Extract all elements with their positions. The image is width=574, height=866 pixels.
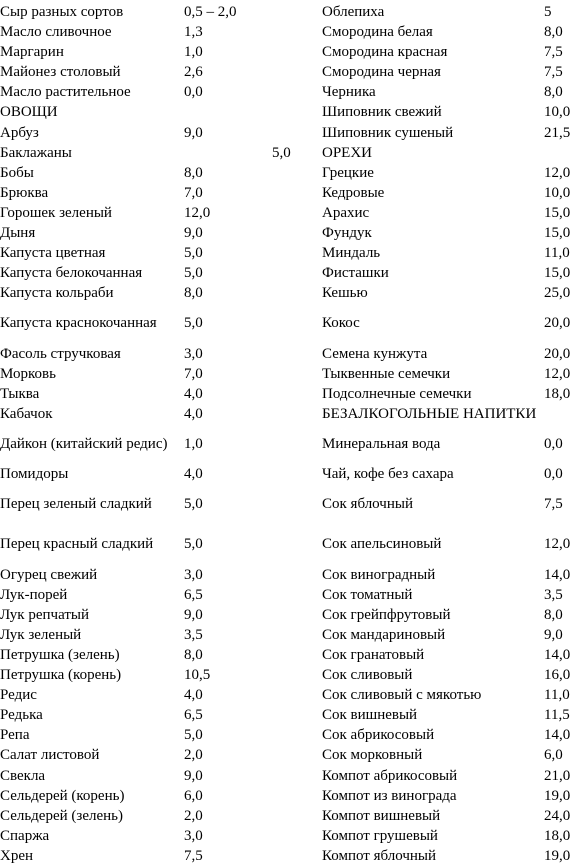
carb-value: 21,5 (544, 124, 571, 141)
product-name: Сок гранатовый (322, 647, 425, 663)
carb-value: 12,0 (184, 204, 211, 221)
table-row (322, 745, 574, 765)
product-name: Морковь (0, 365, 56, 382)
section-heading: ОВОЩИ (0, 104, 58, 121)
table-row (322, 344, 574, 364)
carb-value: 11,5 (544, 707, 570, 724)
product-name: Минеральная вода (322, 436, 441, 453)
carb-value: 8,0 (184, 285, 203, 302)
table-row (0, 605, 300, 625)
product-name: Тыква (0, 385, 40, 402)
product-name: Капуста цветная (0, 245, 106, 262)
carb-value: 11,0 (544, 687, 570, 704)
table-row (322, 102, 574, 122)
carb-value: 15,0 (544, 265, 571, 282)
carb-value: 2,0 (184, 747, 203, 764)
product-name: Компот яблочный (322, 847, 437, 864)
table-row (0, 484, 300, 524)
table-row (0, 766, 300, 786)
product-name: Сок мандариновый (322, 626, 446, 643)
table-row (322, 766, 574, 786)
table-row (0, 645, 300, 665)
carb-value: 5,0 (184, 245, 203, 262)
table-row (0, 62, 300, 82)
table-row (0, 685, 300, 705)
carb-value: 0,0 (184, 84, 203, 101)
table-row (0, 625, 300, 645)
table-row (0, 404, 300, 424)
product-name: Петрушка (зелень) (0, 647, 120, 663)
table-row (0, 123, 300, 143)
product-name: Кешью (322, 285, 368, 302)
product-name: Смородина белая (322, 24, 433, 41)
product-name: Лук-порей (0, 586, 68, 603)
table-row (322, 605, 574, 625)
carb-value: 14,0 (544, 727, 571, 744)
carb-value: 8,0 (544, 24, 563, 41)
carb-value: 6,5 (184, 707, 203, 724)
table-row (322, 163, 574, 183)
carb-value: 15,0 (544, 204, 571, 221)
product-name: Перец красный сладкий (0, 536, 154, 553)
product-name: Черника (322, 84, 376, 101)
product-name: Сок вишневый (322, 707, 418, 724)
left-column (0, 2, 300, 866)
table-row (0, 303, 300, 343)
table-row (322, 424, 574, 464)
product-name: Сок морковный (322, 747, 423, 764)
table-row (0, 826, 300, 846)
table-row (322, 484, 574, 524)
carb-value: 9,0 (184, 225, 203, 242)
product-name: Сок яблочный (322, 496, 413, 513)
table-row (0, 725, 300, 745)
table-row (0, 143, 300, 163)
carb-value: 5,0 (184, 265, 203, 282)
table-row (0, 806, 300, 826)
table-row (322, 585, 574, 605)
product-name: Фисташки (322, 265, 389, 282)
carb-value: 6,0 (184, 787, 203, 804)
carb-value: 10,0 (544, 104, 571, 121)
product-name: Смородина черная (322, 64, 441, 81)
product-name: Лук репчатый (0, 606, 89, 623)
carb-value: 12,0 (544, 536, 571, 553)
section-heading: ОРЕХИ (322, 144, 373, 161)
table-row (322, 183, 574, 203)
carb-value: 7,5 (544, 64, 563, 81)
table-row (322, 364, 574, 384)
carb-value: 3,5 (544, 586, 563, 603)
carb-value: 3,0 (184, 566, 203, 583)
carb-value: 24,0 (544, 807, 571, 824)
carb-value: 1,0 (184, 436, 203, 453)
carb-value: 0,5 – 2,0 (184, 4, 237, 20)
product-name: Перец зеленый сладкий (0, 496, 152, 513)
table-row (322, 846, 574, 866)
product-name: Капуста краснокочанная (0, 315, 157, 332)
product-name: Семена кунжута (322, 345, 428, 362)
table-row (0, 243, 300, 263)
carb-value: 3,0 (184, 827, 203, 844)
product-name: Масло сливочное (0, 24, 112, 41)
product-name: Петрушка (корень) (0, 667, 122, 684)
carb-value: 19,0 (544, 847, 571, 864)
product-name: Чай, кофе без сахара (322, 466, 454, 483)
product-name: Салат листовой (0, 747, 100, 764)
product-name: Брюква (0, 184, 49, 201)
product-name: Репа (0, 727, 30, 744)
carb-value: 6,5 (184, 586, 203, 603)
carb-value: 10,0 (544, 184, 571, 201)
carb-value: 5,0 (184, 496, 203, 513)
product-name: Арбуз (0, 124, 39, 141)
table-row (0, 846, 300, 866)
table-row (0, 203, 300, 223)
carb-value: 20,0 (544, 315, 571, 332)
table-row (0, 42, 300, 62)
product-name: Фасоль стручковая (0, 345, 121, 362)
product-name: Компот из винограда (322, 787, 457, 804)
table-row (0, 223, 300, 243)
product-name: Баклажаны (0, 144, 72, 161)
table-row (0, 283, 300, 303)
carb-value: 4,0 (184, 405, 203, 422)
product-name: Кокос (322, 315, 360, 332)
carb-value: 5,0 (184, 315, 203, 332)
carb-value: 5,0 (272, 144, 291, 161)
carb-value: 16,0 (544, 667, 571, 684)
carb-value: 12,0 (544, 164, 571, 181)
product-name: Подсолнечные семечки (322, 385, 472, 402)
carb-value: 4,0 (184, 466, 203, 483)
table-row (322, 705, 574, 725)
table-row (0, 2, 300, 22)
table-row (0, 22, 300, 42)
product-name: Тыквенные семечки (322, 365, 451, 382)
product-name: Кедровые (322, 184, 385, 201)
table-row (0, 183, 300, 203)
product-name: Горошек зеленый (0, 204, 112, 221)
carb-value: 19,0 (544, 787, 571, 804)
table-row (0, 786, 300, 806)
carb-value: 8,0 (544, 606, 563, 623)
carb-value: 9,0 (184, 124, 203, 141)
table-row (322, 82, 574, 102)
table-row (322, 806, 574, 826)
table-row (322, 725, 574, 745)
carb-value: 1,0 (184, 44, 203, 61)
product-name: Сок сливовый (322, 667, 413, 684)
carb-value: 7,0 (184, 365, 203, 382)
table-row (322, 384, 574, 404)
carb-value: 11,0 (544, 245, 570, 262)
section-heading: БЕЗАЛКОГОЛЬНЫЕ НАПИТКИ (322, 405, 537, 422)
carb-value: 4,0 (184, 687, 203, 704)
carb-value: 2,6 (184, 64, 203, 81)
carb-value: 6,0 (544, 747, 563, 764)
carb-value: 7,5 (544, 496, 563, 513)
carb-value: 14,0 (544, 566, 571, 583)
carb-value: 9,0 (184, 606, 203, 623)
carb-value: 5,0 (184, 536, 203, 553)
table-row (322, 263, 574, 283)
table-row (0, 705, 300, 725)
product-name: Сок виноградный (322, 566, 436, 583)
table-row (322, 62, 574, 82)
product-name: Свекла (0, 767, 46, 784)
carb-value: 0,0 (544, 466, 563, 483)
carb-value: 10,5 (184, 667, 211, 684)
product-name: Майонез столовый (0, 64, 121, 81)
carb-value: 14,0 (544, 647, 571, 663)
table-row (322, 625, 574, 645)
table-row (322, 283, 574, 303)
table-row (0, 82, 300, 102)
product-name: Фундук (322, 225, 372, 242)
product-name: Редис (0, 687, 37, 704)
product-name: Миндаль (322, 245, 381, 262)
product-name: Сок томатный (322, 586, 413, 603)
carb-value: 9,0 (184, 767, 203, 784)
carb-value: 5,0 (184, 727, 203, 744)
carb-value: 3,0 (184, 345, 203, 362)
table-row (0, 384, 300, 404)
carb-value: 12,0 (544, 365, 571, 382)
product-name: Дайкон (китайский редис) (0, 436, 168, 453)
table-row (322, 223, 574, 243)
carb-value: 2,0 (184, 807, 203, 824)
product-name: Сельдерей (зелень) (0, 807, 123, 824)
table-row (0, 585, 300, 605)
carb-value: 8,0 (184, 647, 203, 663)
carb-value: 15,0 (544, 225, 571, 242)
carb-value: 21,0 (544, 767, 571, 784)
carb-value: 3,5 (184, 626, 203, 643)
table-row (0, 263, 300, 283)
carb-value: 8,0 (544, 84, 563, 101)
table-row (322, 22, 574, 42)
product-name: Сок абрикосовый (322, 727, 435, 744)
product-name: Компот абрикосовый (322, 767, 458, 784)
table-row (322, 524, 574, 564)
table-row (322, 685, 574, 705)
table-row (322, 203, 574, 223)
table-row (322, 303, 574, 343)
carb-value: 0,0 (544, 436, 563, 453)
product-name: Лук зеленый (0, 626, 82, 643)
product-name: Сок грейпфрутовый (322, 606, 451, 623)
table-row (0, 524, 300, 564)
carb-value: 18,0 (544, 385, 571, 402)
table-row (0, 163, 300, 183)
product-name: Грецкие (322, 164, 374, 181)
product-name: Сок сливовый с мякотью (322, 687, 482, 704)
table-row (322, 826, 574, 846)
carb-value: 4,0 (184, 385, 203, 402)
table-row (0, 665, 300, 685)
table-row (0, 464, 300, 484)
table-row (322, 565, 574, 585)
table-row (322, 665, 574, 685)
product-name: Кабачок (0, 405, 53, 422)
table-row (0, 364, 300, 384)
product-name: Бобы (0, 164, 34, 181)
carb-value: 25,0 (544, 285, 571, 302)
table-row (322, 243, 574, 263)
product-name: Шиповник сушеный (322, 124, 454, 141)
product-name: Редька (0, 707, 43, 724)
product-name: Смородина красная (322, 44, 448, 61)
table-row (0, 745, 300, 765)
table-row (322, 123, 574, 143)
carb-value: 7,5 (184, 847, 203, 864)
table-row (0, 424, 300, 464)
product-name: Дыня (0, 225, 36, 242)
product-name: Сок апельсиновый (322, 536, 442, 553)
product-name: Сельдерей (корень) (0, 787, 125, 804)
carb-value: 7,0 (184, 184, 203, 201)
product-name: Шиповник свежий (322, 104, 442, 121)
product-name: Капуста белокочанная (0, 265, 143, 282)
table-row (0, 565, 300, 585)
product-name: Арахис (322, 204, 370, 221)
table-row (322, 42, 574, 62)
right-column (322, 2, 574, 866)
product-name: Хрен (0, 847, 34, 864)
product-name: Помидоры (0, 466, 69, 483)
product-name: Огурец свежий (0, 566, 98, 583)
carb-value: 1,3 (184, 24, 203, 41)
carb-value: 5 (544, 4, 552, 20)
table-row (0, 344, 300, 364)
product-name: Маргарин (0, 44, 64, 61)
product-name: Компот грушевый (322, 827, 438, 844)
carb-value: 18,0 (544, 827, 571, 844)
carb-value: 7,5 (544, 44, 563, 61)
table-row (322, 786, 574, 806)
carb-value: 9,0 (544, 626, 563, 643)
product-name: Масло растительное (0, 84, 131, 101)
product-name: Облепиха (322, 4, 385, 20)
product-name: Капуста кольраби (0, 285, 114, 302)
carb-value: 20,0 (544, 345, 571, 362)
product-name: Сыр разных сортов (0, 4, 124, 20)
product-name: Компот вишневый (322, 807, 441, 824)
table-row (322, 464, 574, 484)
carb-value: 8,0 (184, 164, 203, 181)
product-name: Спаржа (0, 827, 50, 844)
table-row (322, 645, 574, 665)
table-row (322, 2, 574, 22)
